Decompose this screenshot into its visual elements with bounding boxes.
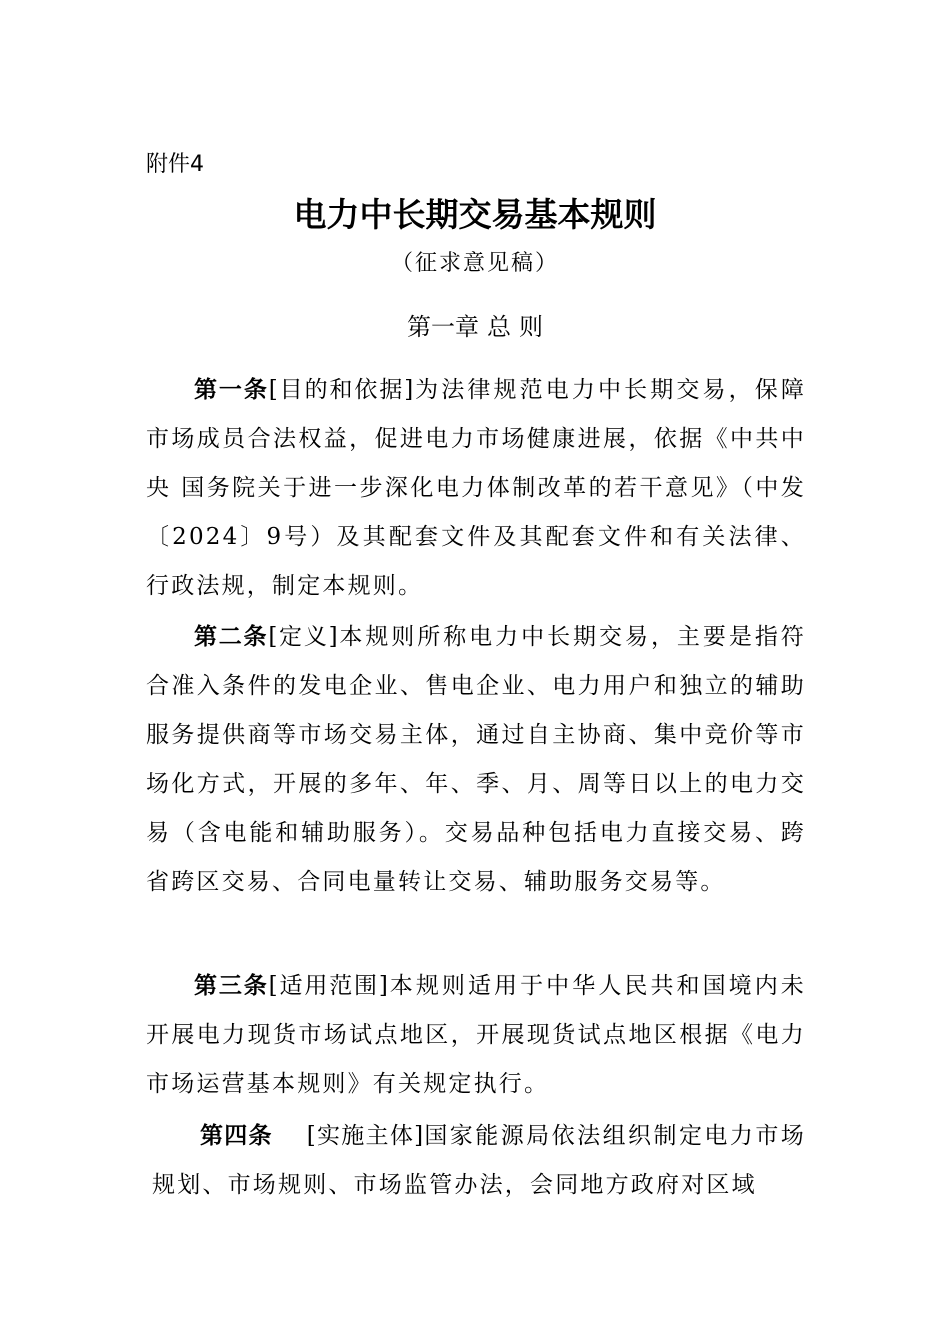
article-tag: [目的和依据] [268, 377, 415, 403]
article-2 [146, 613, 806, 907]
article-number: 第三条 [194, 973, 269, 999]
article-text: 本规则适用于中华人民共和国境内未开展电力现货市场试点地区，开展现货试点地区根据《电力市场运营基本规则》有关规定执行。 [146, 973, 807, 1097]
article-text: 国家能源局依法组织制定电力市场规划、市场规则、市场监管办法，会同地方政府对区域 [152, 1123, 807, 1198]
article-4 [152, 1112, 806, 1210]
article-tag: [适用范围] [268, 973, 389, 999]
chapter-number: 第一章 [407, 313, 479, 341]
document-title: 电力中长期交易基本规则 [293, 195, 657, 234]
article-text: 为法律规范电力中长期交易，保障市场成员合法权益，促进电力市场健康进展，依据《中共中央 国务院关于进一步深化电力体制改革的若干意见》（中发〔2024〕9号）及其配套文件及其配套文件和有关法律、行政法规，制定本规则。 [146, 377, 807, 599]
article-1 [146, 366, 806, 611]
article-tag: [定义] [268, 624, 339, 650]
article-3 [146, 962, 806, 1109]
article-number: 第四条 [200, 1123, 273, 1149]
chapter-heading [0, 310, 950, 344]
article-number: 第二条 [194, 624, 269, 650]
chapter-name-part1: 总 [487, 313, 511, 341]
attachment-label: 附件4 [146, 152, 204, 177]
article-text: 本规则所称电力中长期交易，主要是指符合准入条件的发电企业、售电企业、电力用户和独立的辅助服务提供商等市场交易主体，通过自主协商、集中竞价等市场化方式，开展的多年、年、季、月、周等日以上的电力交易（含电能和辅助服务）。交易品种包括电力直接交易、跨省跨区交易、合同电量转让交易、辅助服务交易等。 [146, 624, 807, 895]
document-subtitle: （征求意见稿） [390, 251, 559, 276]
chapter-name-part2: 则 [519, 313, 543, 341]
article-tag: [实施主体] [306, 1123, 425, 1149]
article-number: 第一条 [194, 377, 269, 403]
